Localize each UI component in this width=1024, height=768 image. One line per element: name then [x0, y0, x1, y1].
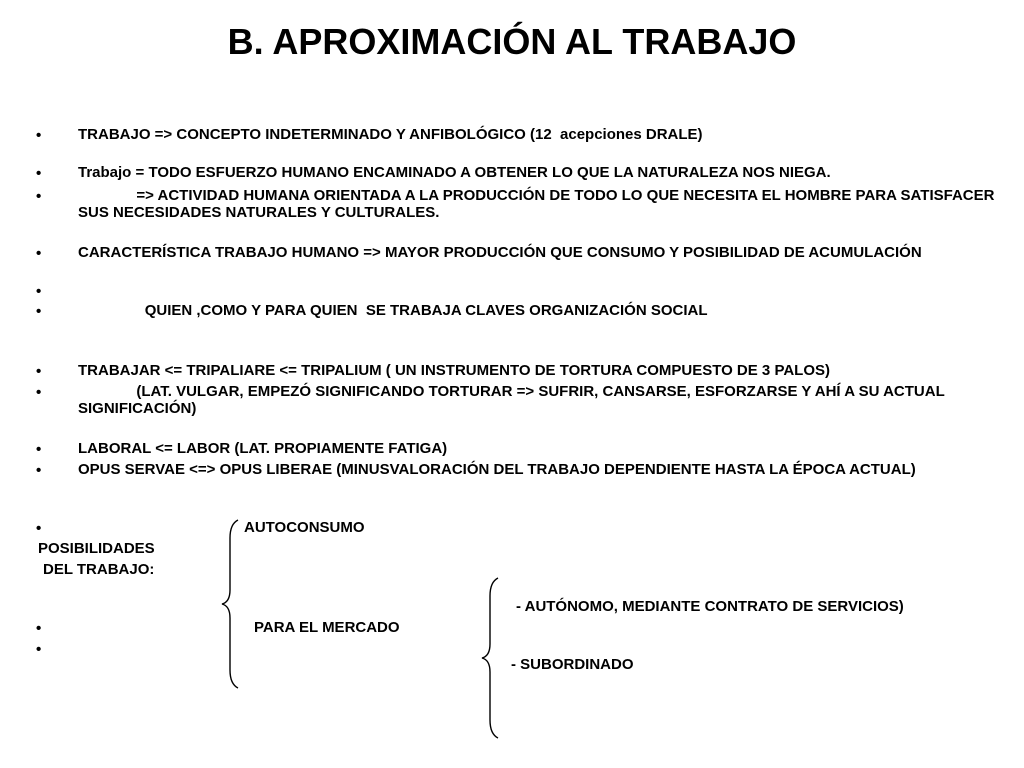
bullet-marker: • — [36, 620, 42, 637]
bullet-marker: • — [36, 188, 42, 205]
bullet-text-trabajo-concepto: TRABAJO => CONCEPTO INDETERMINADO Y ANFIBOLÓGICO (12 acepciones DRALE) — [78, 126, 703, 143]
bullet-marker: • — [36, 303, 42, 320]
slide-title: B. APROXIMACIÓN AL TRABAJO — [227, 21, 797, 62]
bullet-text-actividad-humana: => ACTIVIDAD HUMANA ORIENTADA A LA PRODUCCIÓN DE TODO LO QUE NECESITA EL HOMBRE PARA SATISFACER SUS NECESIDADES NATURALES Y CULTURALES. — [78, 187, 999, 221]
bullet-marker: • — [36, 641, 42, 658]
right-brace — [478, 576, 502, 740]
bullet-marker: • — [36, 363, 42, 380]
bullet-marker: • — [36, 462, 42, 479]
diagram-label-line1: POSIBILIDADES — [38, 540, 155, 557]
bullet-text-opus: OPUS SERVAE <=> OPUS LIBERAE (MINUSVALORACIÓN DEL TRABAJO DEPENDIENTE HASTA LA ÉPOCA ACTUAL) — [78, 461, 916, 478]
left-brace — [218, 518, 242, 690]
bullet-text-quien-como: QUIEN ,COMO Y PARA QUIEN SE TRABAJA CLAVES ORGANIZACIÓN SOCIAL — [78, 302, 708, 319]
sub-option-subordinado: - SUBORDINADO — [511, 656, 634, 673]
bullet-marker: • — [36, 441, 42, 458]
bullet-marker: • — [36, 520, 42, 537]
sub-option-autonomo: - AUTÓNOMO, MEDIANTE CONTRATO DE SERVICIOS) — [516, 598, 904, 615]
bullet-marker: • — [36, 245, 42, 262]
bullet-marker: • — [36, 384, 42, 401]
bullet-text-laboral: LABORAL <= LABOR (LAT. PROPIAMENTE FATIGA) — [78, 440, 448, 457]
bullet-text-lat-vulgar: (LAT. VULGAR, EMPEZÓ SIGNIFICANDO TORTURAR => SUFRIR, CANSARSE, ESFORZARSE Y AHÍ A SU ACTUAL SIGNIFICACIÓN) — [78, 383, 949, 417]
option-para-el-mercado: PARA EL MERCADO — [254, 619, 400, 636]
diagram-label-line2: DEL TRABAJO: — [43, 561, 155, 578]
bullet-text-trabajo-definicion: Trabajo = TODO ESFUERZO HUMANO ENCAMINADO A OBTENER LO QUE LA NATURALEZA NOS NIEGA. — [78, 164, 831, 181]
bullet-marker: • — [36, 165, 42, 182]
bullet-text-caracteristica: CARACTERÍSTICA TRABAJO HUMANO => MAYOR PRODUCCIÓN QUE CONSUMO Y POSIBILIDAD DE ACUMULACIÓN — [78, 244, 922, 261]
option-autoconsumo: AUTOCONSUMO — [244, 519, 365, 536]
bullet-text-trabajar: TRABAJAR <= TRIPALIARE <= TRIPALIUM ( UN INSTRUMENTO DE TORTURA COMPUESTO DE 3 PALOS) — [78, 362, 830, 379]
bullet-marker: • — [36, 283, 42, 300]
bullet-marker: • — [36, 127, 42, 144]
